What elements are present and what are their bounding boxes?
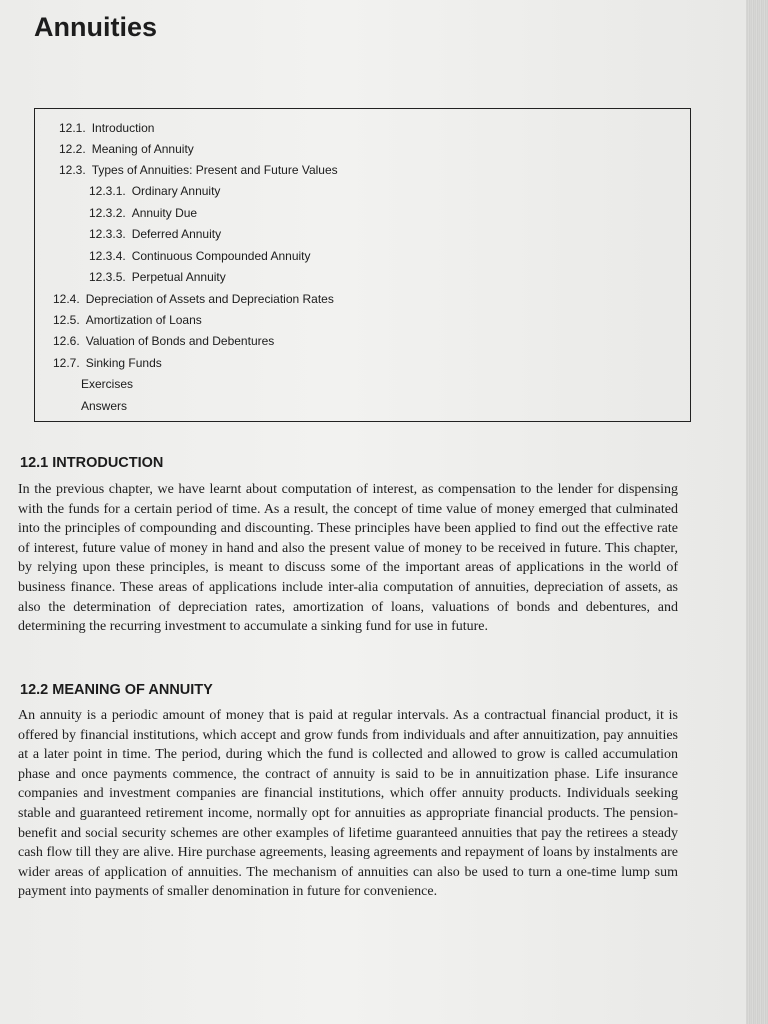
toc-number: 12.3.5. [89,270,126,284]
toc-item [59,163,338,177]
toc-label: Types of Annuities: Present and Future Values [91,163,338,177]
toc-number: 12.3. [59,163,86,177]
toc-item [89,270,226,284]
section-body-meaning-of-annuity: An annuity is a periodic amount of money that is paid at regular intervals. As a contractual financial product, it is offered by financial institutions, which accept and grow funds from individuals and after annuitization, pay annuities at a later point in time. The period, during which the fund is collected and allowed to grow is called accumulation phase and once payments commence, the contract of annuity is said to be in annuitization phase. Life insurance companies and investment companies are financial institutions, which offer annuity products. Individuals seeking stable and guaranteed retirement income, normally opt for annuities as appropriate financial products. The pension-benefit and social security schemes are other examples of lifetime guaranteed annuities that pay the retirees a steady cash flow till they are alive. Hire purchase agreements, leasing agreements and repayment of loans by instalments are wider areas of application of annuities. The mechanism of annuities can also be used to turn a one-time lump sum payment into payments of smaller denomination in future for convenience. [18,708,678,900]
toc-label: Valuation of Bonds and Debentures [85,334,275,348]
toc-label: Continuous Compounded Annuity [131,249,311,263]
toc-label: Exercises [81,377,134,391]
toc-item [53,292,334,306]
toc-number: 12.3.1. [89,184,126,198]
toc-number: 12.2. [59,142,86,156]
toc-item [89,249,311,263]
toc-number: 12.6. [53,334,80,348]
toc-label: Perpetual Annuity [131,270,226,284]
toc-label: Amortization of Loans [85,313,202,327]
toc-item [59,121,154,135]
toc-item [89,184,220,198]
toc-label: Ordinary Annuity [131,184,221,198]
toc-label: Depreciation of Assets and Depreciation Rates [85,292,334,306]
chapter-title: Annuities [34,12,158,42]
toc-item [53,334,274,348]
toc-number: 12.7. [53,356,80,370]
book-page-edges [746,0,768,1024]
toc-item [59,142,194,156]
section-heading-meaning-of-annuity: 12.2 MEANING OF ANNUITY [20,682,213,698]
toc-number: 12.4. [53,292,80,306]
toc-item [53,356,162,370]
toc-item [53,313,202,327]
toc-number: 12.5. [53,313,80,327]
section-body-introduction: In the previous chapter, we have learnt about computation of interest, as compensation to the lender for dispensing with the funds for a certain period of time. As a result, the concept of time value of money emerged that culminated into the principles of compounding and discounting. These principles have been applied to find out the effective rate of interest, future value of money in hand and also the present value of money to be received in future. This chapter, by relying upon these principles, is meant to discuss some of the important areas of applications in the world of business finance. These areas of applications include inter-alia computation of annuities, depreciation of assets, as also the determination of depreciation rates, amortization of loans, valuations of bonds and debentures, and determining the recurring investment to accumulate a sinking fund for use in future. [18,482,678,635]
toc-label: Annuity Due [131,206,198,220]
toc-item [89,227,221,241]
section-heading-introduction: 12.1 INTRODUCTION [20,455,164,471]
toc-label: Deferred Annuity [131,227,222,241]
toc-label: Introduction [91,121,155,135]
toc-number: 12.1. [59,121,86,135]
toc-label: Meaning of Annuity [91,142,194,156]
toc-number: 12.3.4. [89,249,126,263]
toc-item [81,377,133,391]
chapter-contents-box [34,108,691,422]
toc-number: 12.3.2. [89,206,126,220]
toc-number: 12.3.3. [89,227,126,241]
toc-label: Answers [81,399,128,413]
toc-item [89,206,197,220]
toc-label: Sinking Funds [85,356,162,370]
toc-item [81,399,127,413]
